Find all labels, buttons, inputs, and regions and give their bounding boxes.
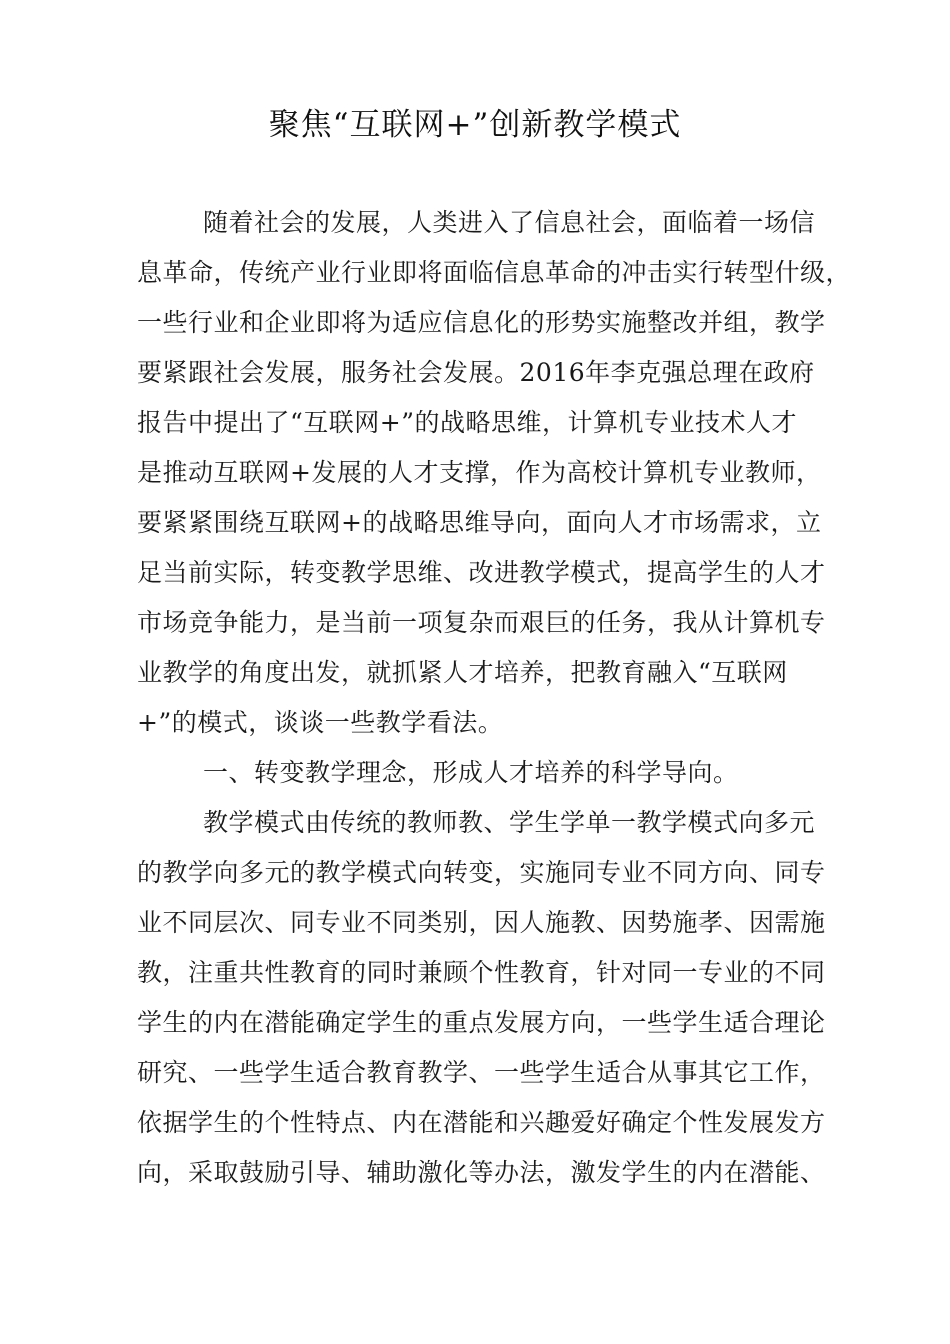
paragraph-2-line-5: 学生的内在潜能确定学生的重点发展方向，一些学生适合理论 — [137, 1008, 826, 1037]
paragraph-1-line-5: 报告中提出了“互联网+”的战略思维，计算机专业技术人才 — [137, 408, 798, 437]
paragraph-1-line-10: 业教学的角度出发，就抓紧人才培养，把教育融入“互联网 — [137, 658, 788, 687]
paragraph-2-line-1: 教学模式由传统的教师教、学生学单一教学模式向多元 — [203, 808, 816, 837]
paragraph-2-line-2: 的教学向多元的教学模式向转变，实施同专业不同方向、同专 — [137, 858, 826, 887]
paragraph-1-line-7: 要紧紧围绕互联网+的战略思维导向，面向人才市场需求，立 — [137, 508, 822, 537]
document-title: 聚焦“互联网+”创新教学模式 — [268, 107, 682, 143]
paragraph-1-line-11: +”的模式，谈谈一些教学看法。 — [137, 708, 504, 737]
paragraph-1-line-8: 足当前实际，转变教学思维、改进教学模式，提高学生的人才 — [137, 558, 826, 587]
paragraph-1-line-1: 随着社会的发展，人类进入了信息社会，面临着一场信 — [203, 208, 816, 237]
paragraph-2-line-7: 依据学生的个性特点、内在潜能和兴趣爱好确定个性发展发方 — [137, 1108, 826, 1137]
paragraph-1-line-2: 息革命，传统产业行业即将面临信息革命的冲击实行转型什级， — [137, 258, 852, 287]
paragraph-1-line-6: 是推动互联网+发展的人才支撑，作为高校计算机专业教师， — [137, 458, 822, 487]
section-heading-1: 一、转变教学理念，形成人才培养的科学导向。 — [203, 758, 739, 787]
paragraph-2-line-8: 向，采取鼓励引导、辅助激化等办法，激发学生的内在潜能、 — [137, 1158, 826, 1187]
paragraph-1-line-9: 市场竞争能力，是当前一项复杂而艰巨的任务，我从计算机专 — [137, 608, 826, 637]
paragraph-1-line-4: 要紧跟社会发展，服务社会发展。2016年李克强总理在政府 — [137, 358, 815, 387]
paragraph-2-line-6: 研究、一些学生适合教育教学、一些学生适合从事其它工作， — [137, 1058, 826, 1087]
paragraph-2-line-4: 教，注重共性教育的同时兼顾个性教育，针对同一专业的不同 — [137, 958, 826, 987]
paragraph-2-line-3: 业不同层次、同专业不同类别，因人施教、因势施孝、因需施 — [137, 908, 826, 937]
paragraph-1-line-3: 一些行业和企业即将为适应信息化的形势实施整改并组，教学 — [137, 308, 826, 337]
